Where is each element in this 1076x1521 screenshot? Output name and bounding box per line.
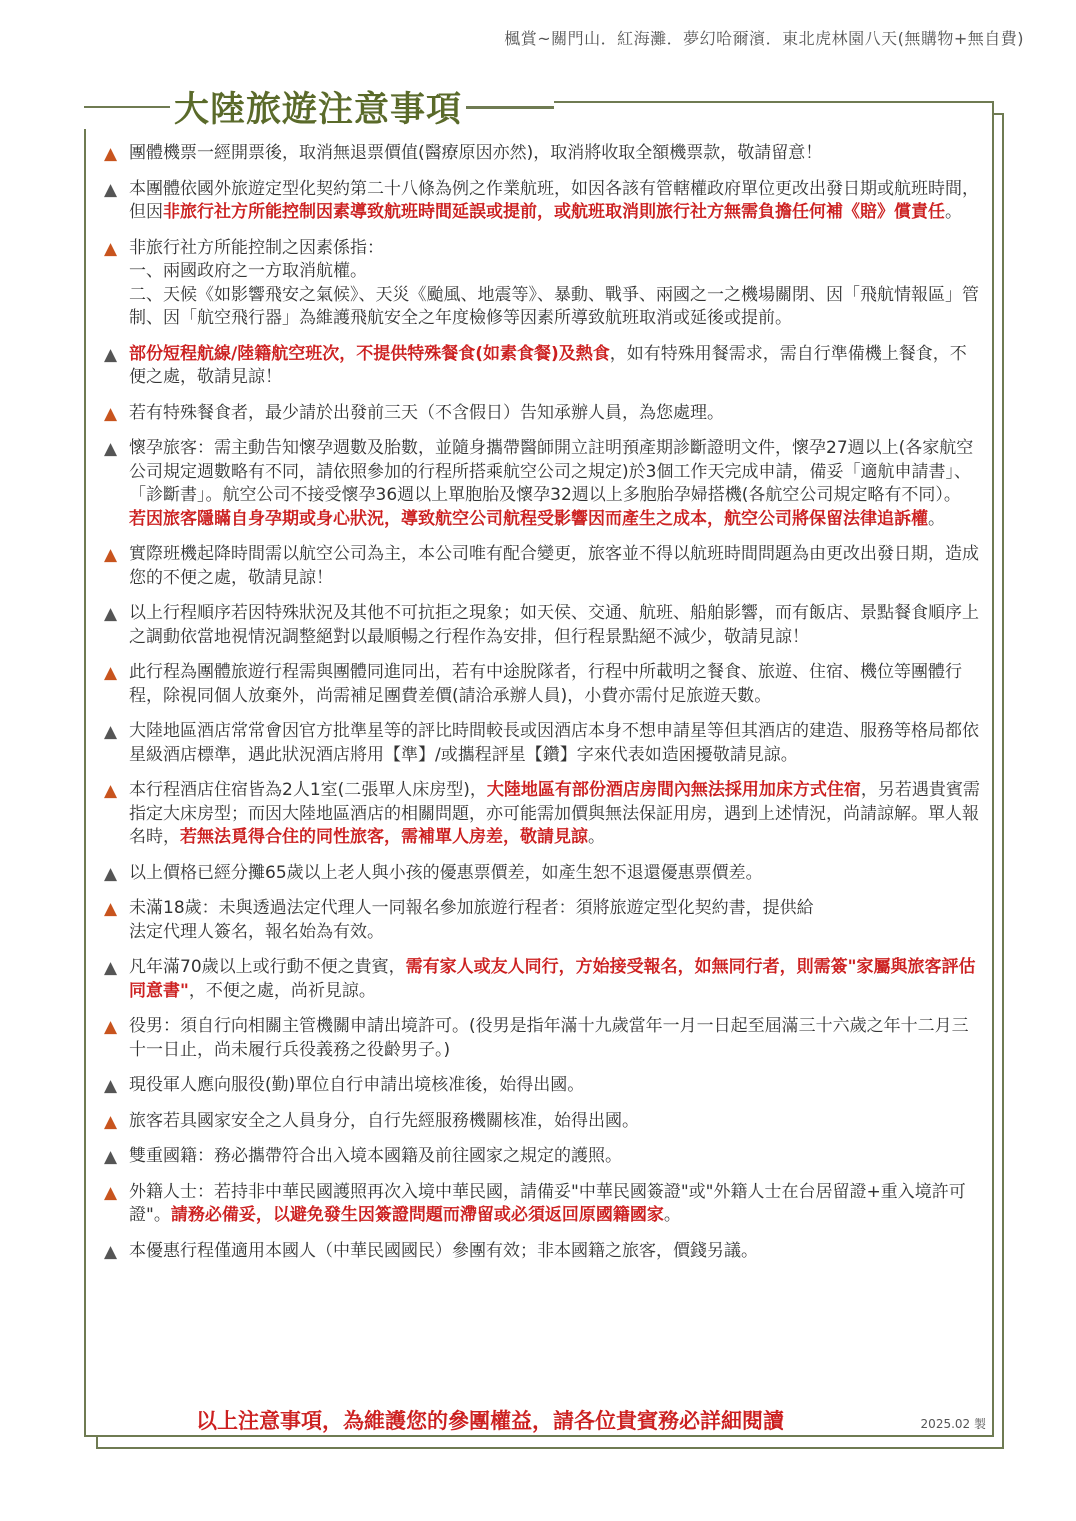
body-text: 此行程為團體旅遊行程需與團體同進同出，若有中途脫隊者，行程中所載明之餐食、旅遊、住宿、機位等團體行程，除視同個人放棄外，尚需補足團費差價(請洽承辦人員)，小費亦需付足旅遊天數。 [129, 662, 962, 706]
title-text: 大陸旅遊注意事項 [174, 89, 463, 130]
notice-text [129, 721, 979, 765]
section-title [84, 85, 554, 129]
body-text: 。 [928, 508, 945, 529]
notice-item [104, 779, 982, 850]
body-text: 。 [588, 827, 605, 847]
body-text: 若有特殊餐食者，最少請於出發前三天（不含假日）告知承辦人員，為您處理。 [129, 402, 724, 423]
triangle-bullet-icon: ▲ [104, 179, 118, 200]
body-text: 本團體依國外旅遊定型化契約第二十八條為例之作業航班，如因各該有管轄權政府單位更改出發日期或航班時間，但因 [129, 178, 979, 222]
triangle-bullet-icon: ▲ [104, 722, 118, 742]
highlight-text: 非旅行社方所能控制因素導致航班時間延誤或提前，或航班取消則旅行社方無需負擔任何補《賠》償責任 [163, 202, 945, 222]
notice-text [129, 1146, 622, 1166]
triangle-bullet-icon: ▲ [104, 439, 118, 459]
notice-text [129, 1111, 639, 1131]
body-text: ，如有特殊用餐需求，需自行準備機上餐食，不便之處，敬請見諒！ [129, 343, 967, 387]
notice-text [129, 544, 979, 588]
footer-date: 2025.02 製 [920, 1417, 986, 1431]
body-text: 雙重國籍：務必攜帶符合出入境本國籍及前往國家之規定的護照。 [129, 1146, 622, 1166]
triangle-bullet-icon: ▲ [104, 1017, 118, 1037]
body-text: 以上價格已經分攤65歲以上老人與小孩的優惠票價差，如產生恕不退還優惠票價差。 [129, 862, 763, 883]
notice-text [129, 1016, 969, 1060]
title-rule-left [84, 106, 170, 108]
body-text: 團體機票一經開票後，取消無退票價值(醫療原因亦然)，取消將收取全額機票款，敬請留意！ [129, 143, 823, 163]
triangle-bullet-icon: ▲ [104, 545, 118, 565]
triangle-bullet-icon: ▲ [104, 344, 118, 365]
triangle-bullet-icon: ▲ [104, 1076, 118, 1096]
notice-text [129, 143, 822, 163]
notice-item [104, 1145, 982, 1169]
notice-item [104, 602, 982, 649]
page-header: 楓賞~關門山．紅海灘．夢幻哈爾濱．東北虎林園八天(無購物+無自費) [504, 29, 1024, 48]
notice-text [129, 780, 980, 847]
notice-item [104, 956, 982, 1003]
body-text: 。 [663, 1205, 681, 1225]
triangle-bullet-icon: ▲ [104, 958, 118, 978]
body-text: 大陸地區酒店常常會因官方批準星等的評比時間較長或因酒店本身不想申請星等但其酒店的建造、服務等格局都依星級酒店標準，遇此狀況酒店將用【準】/或攜程評星【鑽】字來代表如造困擾敬請見諒。 [129, 721, 979, 765]
notice-text [129, 603, 979, 647]
triangle-bullet-icon: ▲ [104, 1147, 118, 1167]
triangle-bullet-icon: ▲ [104, 238, 118, 259]
body-text: 實際班機起降時間需以航空公司為主，本公司唯有配合變更，旅客並不得以航班時間問題為由更改出發日期，造成您的不便之處，敬請見諒！ [129, 544, 979, 588]
notice-list [104, 142, 982, 1275]
triangle-bullet-icon: ▲ [104, 144, 118, 164]
triangle-bullet-icon: ▲ [104, 1182, 118, 1203]
triangle-bullet-icon: ▲ [104, 1111, 118, 1132]
body-text: 凡年滿70歲以上或行動不便之貴賓， [129, 957, 406, 977]
body-text: 以上行程順序若因特殊狀況及其他不可抗拒之現象；如天侯、交通、航班、船舶影響，而有飯店、景點餐食順序上之調動依當地視情況調整絕對以最順暢之行程作為安排，但行程景點絕不減少，敬請見諒！ [129, 603, 979, 647]
notice-item [104, 1015, 982, 1062]
body-text: 本行程酒店住宿皆為2人1室(二張單人床房型)， [129, 780, 487, 800]
notice-text [129, 863, 763, 883]
body-text: 現役軍人應向服役(勤)單位自行申請出境核准後，始得出國。 [129, 1075, 585, 1095]
body-text: 旅客若具國家安全之人員身分，自行先經服務機關核准，始得出國。 [129, 1110, 639, 1131]
body-text: 役男：須自行向相關主管機關申請出境許可。(役男是指年滿十九歲當年一月一日起至屆滿三十六歲之年十二月三十一日止，尚未履行兵役義務之役齡男子。) [129, 1016, 969, 1060]
body-text: 非旅行社方所能控制之因素係指： [129, 237, 384, 258]
body-text: 法定代理人簽名，報名始為有效。 [129, 921, 384, 942]
notice-text [129, 438, 973, 529]
notice-item [104, 862, 982, 886]
triangle-bullet-icon: ▲ [104, 604, 118, 624]
triangle-bullet-icon: ▲ [104, 403, 118, 424]
triangle-bullet-icon: ▲ [104, 863, 118, 884]
body-text: 懷孕旅客：需主動告知懷孕週數及胎數，並隨身攜帶醫師開立註明預產期診斷證明文件，懷孕27週以上(各家航空公司規定週數略有不同，請依照參加的行程所搭乘航空公司之規定)於3個工作天完成申請，備妥「適航申請書」、「診斷書」。航空公司不接受懷孕36週以上單胞胎及懷孕32週以上多胞胎孕婦搭機(各航空公司規定略有不同）。 [129, 438, 974, 505]
notice-text [129, 238, 979, 329]
notice-text [129, 957, 976, 1001]
body-text: ，不便之處，尚祈見諒。 [188, 980, 376, 1001]
notice-text [129, 1075, 584, 1095]
notice-item [104, 178, 982, 225]
notice-text [129, 344, 967, 388]
triangle-bullet-icon: ▲ [104, 781, 118, 801]
body-text: 外籍人士：若持非中華民國護照再次入境中華民國，請備妥"中華民國簽證"或"外籍人士在台居留證+重入境許可證"。 [129, 1181, 966, 1225]
notice-item [104, 720, 982, 767]
body-text: 。 [945, 202, 962, 222]
notice-item [104, 1074, 982, 1098]
notice-text [129, 179, 979, 223]
notice-item [104, 543, 982, 590]
footer [84, 1405, 994, 1435]
body-text: 二、天候《如影響飛安之氣候》、天災《颱風、地震等》、暴動、戰爭、兩國之一之機場關閉、因「飛航情報區」管制、因「航空飛行器」為維護飛航安全之年度檢修等因素所導致航班取消或延後或提前。 [129, 284, 979, 328]
body-text: ，另若遇貴賓需指定大床房型；而因大陸地區酒店的相關問題，亦可能需加價與無法保証用房，遇到上述情況，尚請諒解。單人報名時， [129, 780, 980, 847]
notice-item [104, 897, 982, 944]
triangle-bullet-icon: ▲ [104, 663, 118, 683]
title-rule-right [466, 106, 554, 109]
notice-item [104, 1110, 982, 1134]
highlight-text: 若因旅客隱瞞自身孕期或身心狀況，導致航空公司航程受影響因而產生之成本，航空公司將保留法律追訴權 [129, 508, 928, 529]
highlight-text: 部份短程航線/陸籍航空班次，不提供特殊餐食(如素食餐)及熱食 [129, 343, 610, 364]
notice-text [129, 1182, 966, 1226]
notice-item [104, 1181, 982, 1228]
highlight-text: 大陸地區有部份酒店房間內無法採用加床方式住宿 [486, 780, 861, 800]
notice-text [129, 1241, 758, 1261]
triangle-bullet-icon: ▲ [104, 899, 118, 919]
triangle-bullet-icon: ▲ [104, 1241, 118, 1262]
notice-text [129, 403, 724, 423]
notice-item [104, 661, 982, 708]
notice-item [104, 402, 982, 426]
footer-notice: 以上注意事項，為維護您的參團權益，請各位貴賓務必詳細閱讀 [196, 1409, 784, 1433]
notice-text [129, 898, 814, 942]
notice-item [104, 142, 982, 166]
notice-item [104, 237, 982, 331]
body-text: 本優惠行程僅適用本國人（中華民國國民）參團有效；非本國籍之旅客，價錢另議。 [129, 1240, 758, 1261]
highlight-text: 若無法覓得合住的同性旅客，需補單人房差，敬請見諒 [180, 827, 588, 847]
notice-item [104, 1240, 982, 1264]
highlight-text: 請務必備妥，以避免發生因簽證問題而滯留或必須返回原國籍國家 [170, 1205, 664, 1225]
notice-item [104, 437, 982, 531]
body-text: 未滿18歲：未與透過法定代理人一同報名參加旅遊行程者：須將旅遊定型化契約書，提供給 [129, 898, 814, 918]
highlight-text: 需有家人或友人同行，方始接受報名，如無同行者，則需簽"家屬與旅客評估同意書" [129, 957, 976, 1001]
notice-item [104, 343, 982, 390]
body-text: 一、兩國政府之一方取消航權。 [129, 261, 367, 281]
notice-text [129, 662, 962, 706]
